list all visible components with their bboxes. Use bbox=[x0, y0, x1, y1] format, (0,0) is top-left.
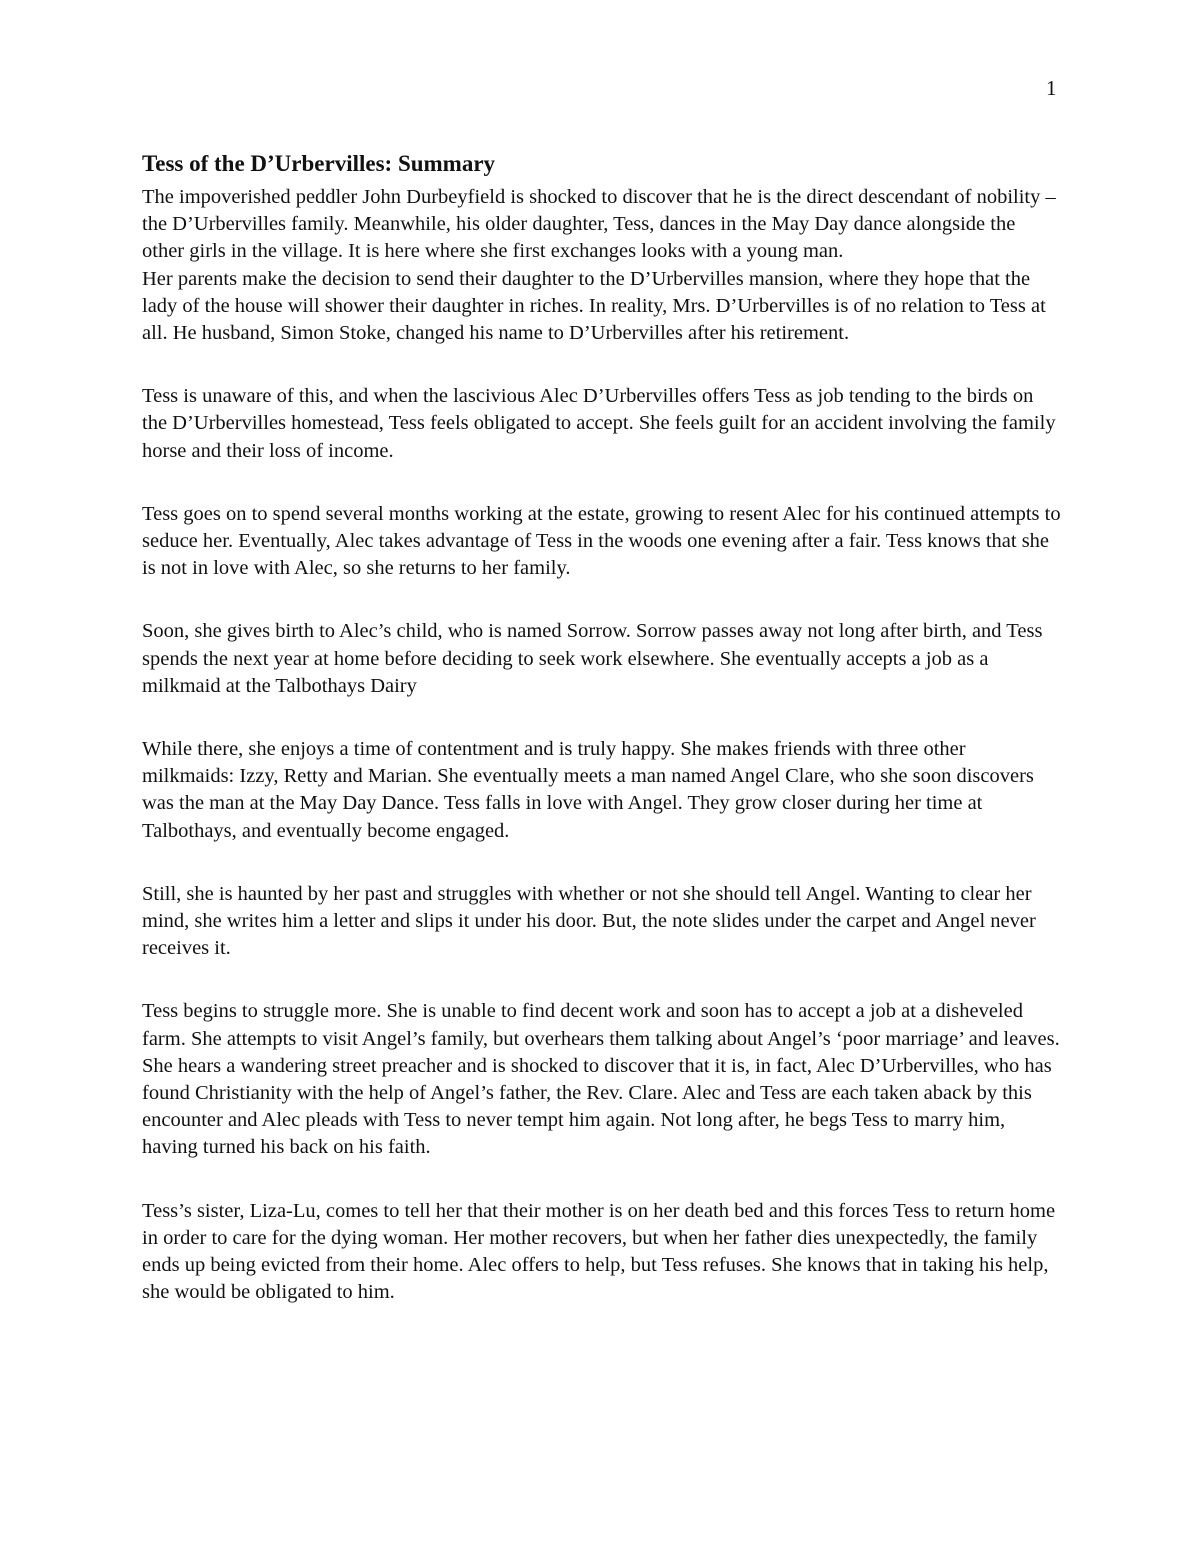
paragraph: The impoverished peddler John Durbeyfield is shocked to discover that he is the direct descendant of nobility – the D’Urbervilles family. Meanwhile, his older daughter, Tess, dances in the May Day dance alongside the other girls in the village. It is here where she first exchanges looks with a young man. bbox=[142, 186, 1056, 263]
document-body bbox=[142, 150, 1062, 1307]
paragraph: Tess’s sister, Liza-Lu, comes to tell her that their mother is on her death bed and this forces Tess to return home in order to care for the dying woman. Her mother recovers, but when her father dies unexpectedly, the family ends up being evicted from their home. Alec offers to help, but Tess refuses. She knows that in taking his help, she would be obligated to him. bbox=[142, 1199, 1056, 1304]
page-number: 1 bbox=[1046, 76, 1057, 100]
document-title: Tess of the D’Urbervilles: Summary bbox=[142, 151, 496, 176]
paragraph: Soon, she gives birth to Alec’s child, who is named Sorrow. Sorrow passes away not long after birth, and Tess spends the next year at home before deciding to seek work elsewhere. She eventually accepts a job as a milkmaid at the Talbothays Dairy bbox=[142, 620, 1043, 697]
paragraph: While there, she enjoys a time of contentment and is truly happy. She makes friends with three other milkmaids: Izzy, Retty and Marian. She eventually meets a man named Angel Clare, who she soon discovers was the man at the May Day Dance. Tess falls in love with Angel. They grow closer during her time at Talbothays, and eventually become engaged. bbox=[142, 738, 1034, 842]
paragraph: Tess begins to struggle more. She is unable to find decent work and soon has to accept a job at a disheveled farm. She attempts to visit Angel’s family, but overhears them talking about Angel’s ‘poor marriage’ and leaves. She hears a wandering street preacher and is shocked to discover that it is, in fact, Alec D’Urbervilles, who has found Christianity with the help of Angel’s father, the Rev. Clare. Alec and Tess are each taken aback by this encounter and Alec pleads with Tess to never tempt him again. Not long after, he begs Tess to marry him, having turned his back on his faith. bbox=[142, 1000, 1060, 1159]
paragraph: Tess is unaware of this, and when the lascivious Alec D’Urbervilles offers Tess as job tending to the birds on the D’Urbervilles homestead, Tess feels obligated to accept. She feels guilt for an accident involving the family horse and their loss of income. bbox=[142, 385, 1056, 462]
paragraph: Tess goes on to spend several months working at the estate, growing to resent Alec for his continued attempts to seduce her. Eventually, Alec takes advantage of Tess in the woods one evening after a fair. Tess knows that she is not in love with Alec, so she returns to her family. bbox=[142, 502, 1061, 580]
paragraph: Still, she is haunted by her past and struggles with whether or not she should tell Angel. Wanting to clear her mind, she writes him a letter and slips it under his door. But, the note slides under the carpet and Angel never receives it. bbox=[142, 882, 1036, 960]
paragraph: Her parents make the decision to send their daughter to the D’Urbervilles mansion, where they hope that the lady of the house will shower their daughter in riches. In reality, Mrs. D’Urbervilles is of no relation to Tess at all. He husband, Simon Stoke, changed his name to D’Urbervilles after his retirement. bbox=[142, 267, 1046, 345]
